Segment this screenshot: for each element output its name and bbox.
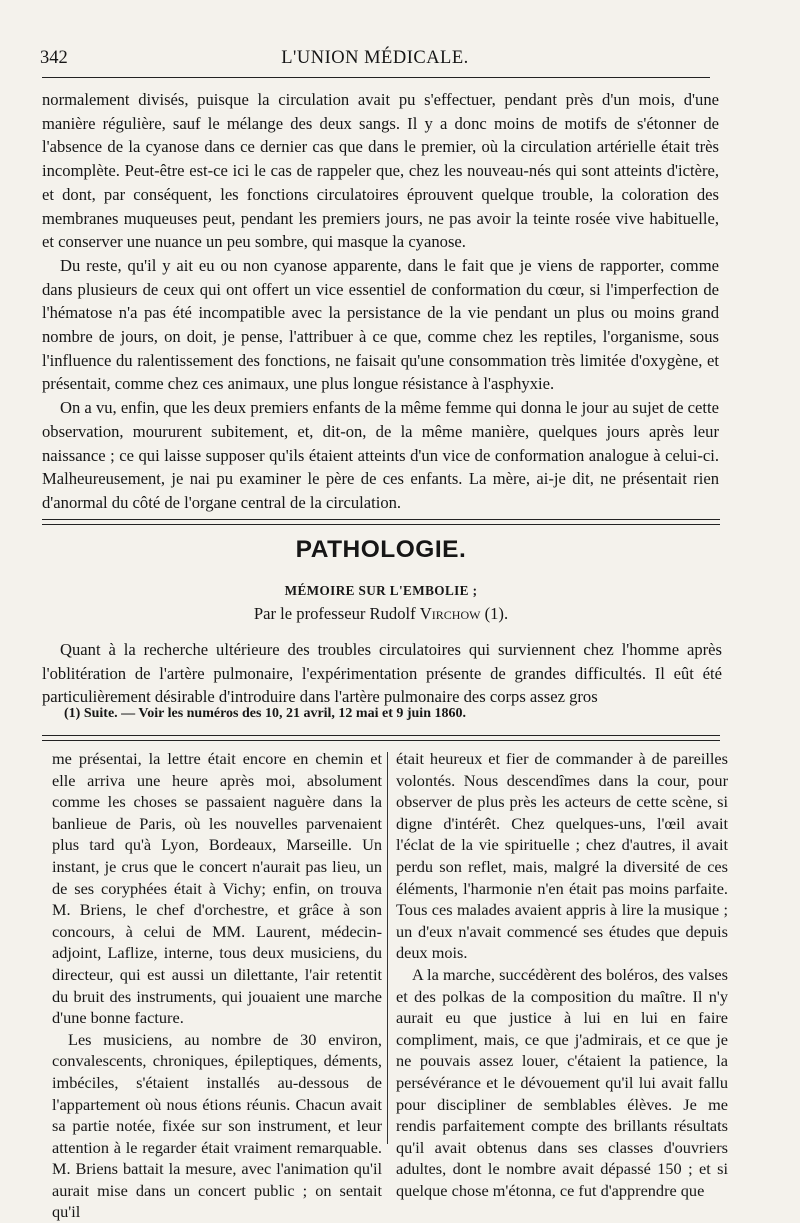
author-prefix: Par le professeur Rudolf <box>253 604 416 623</box>
feuilleton-right-column <box>396 748 728 1201</box>
paragraph: On a vu, enfin, que les deux premiers enfants de la même femme qui donna le jour au sujet de cette observation, moururent subitement, et, dit-on, de la même manière, quelques jours après leur naissance ; ce qui laisse supposer qu'ils étaient atteints d'un vice de conformation analogue à celui-ci. Malheureusement, je nai pu examiner le père de ces enfants. La mère, ai-je dit, ne présentait rien d'anormal du côté de l'organe central de la circulation. <box>42 398 719 512</box>
header-rule <box>42 77 710 78</box>
running-title: L'UNION MÉDICALE. <box>281 48 469 68</box>
page-header <box>40 44 710 74</box>
feuilleton-divider <box>42 735 720 741</box>
paragraph: normalement divisés, puisque la circulation avait pu s'effectuer, pendant près d'un mois, d'une manière régulière, sauf le mélange des deux sangs. Il y a donc moins de motifs de s'étonner de l'absence de la cyanose dans ce dernier cas que dans le premier, où la circulation artérielle était très incomplète. Peut-être est-ce ici le cas de rappeler que, chez les nouveau-nés qui sont atteints d'ictère, et dont, par conséquent, les fonctions circulatoires éprouvent quelque trouble, la coloration des membranes muqueuses peut, pendant les premiers jours, ne pas avoir la teinte rosée vive habituelle, et conserver une nuance un peu sombre, qui masque la cyanose. <box>42 90 719 252</box>
author-name: Virchow <box>419 604 481 623</box>
section-title: PATHOLOGIE. <box>295 536 467 563</box>
paragraph: Les musiciens, au nombre de 30 environ, convalescents, chroniques, épileptiques, déments, imbéciles, s'étaient installés au-dessous de l'appartement où nous étions réunis. Chacun avait sa partie notée, fixée sur son instrument, et leur attention à le regarder était vraiment remarquable. M. Briens battait la mesure, avec l'animation qu'il aurait mise dans un concert public ; on sentait qu'il <box>52 1029 382 1222</box>
paragraph: était heureux et fier de commander à de pareilles volontés. Nous descendîmes dans la cour, pour observer de plus près les acteurs de cette scène, si digne d'intérêt. Chez quelques-uns, l'œil avait l'éclat de la vie spirituelle ; chez d'autres, il avait perdu son reflet, mais, malgré la diversité de ces éléments, l'harmonie n'en était pas moins parfaite. Tous ces malades avaient appris à lire la musique ; un d'eux n'avait commencé ses études que depuis deux mois. <box>396 749 728 963</box>
footnote: (1) Suite. — Voir les numéros des 10, 21 avril, 12 mai et 9 juin 1860. <box>64 706 466 721</box>
footnote-ref: (1). <box>484 604 509 623</box>
paragraph: A la marche, succédèrent des boléros, des valses et des polkas de la composition du maître. Il n'y aurait eu que justice à lui en lui en faire compliment, mais, ce que j'admirais, et ce que je ne pouvais assez louer, c'étaient la patience, la persévérance et le dévouement qu'il lui avait fallu pour discipliner de semblables élèves. Je me rendis parfaitement compte des brillants résultats qu'il avait obtenus dans ses classes d'ouvriers adultes, dont le nombre avait dépassé 150 ; et si quelque chose m'étonna, ce fut d'apprendre que <box>396 964 728 1200</box>
paragraph: Quant à la recherche ultérieure des troubles circulatoires qui surviennent chez l'homme après l'oblitération de l'artère pulmonaire, l'expérimentation présente de grandes difficultés. Il eût été particulièrement désirable d'introduire dans l'artère pulmonaire des corps assez gros <box>42 640 722 707</box>
article-author <box>42 604 720 624</box>
paragraph: Du reste, qu'il y ait eu ou non cyanose apparente, dans le fait que je viens de rapporter, comme dans plusieurs de ceux qui ont offert un vice essentiel de conformation du cœur, si l'imperfection de l'hématose n'a pas été incompatible avec la persistance de la vie pendant un plus ou moins grand nombre de jours, on doit, je pense, l'attribuer à ce que, comme chez les reptiles, l'organisme, sous l'influence du ralentissement des fonctions, ne faisait qu'une consommation très limitée d'oxygène, et présentait, comme chez ces animaux, une plus longue résistance à l'asphyxie. <box>42 255 719 394</box>
continued-text-block <box>42 88 719 515</box>
paragraph: me présentai, la lettre était encore en chemin et elle arriva une heure après moi, absolument comme les choses se passaient naguère dans la banlieue de Paris, où les nouvelles parvenaient plus tard qu'à Lyon, Bordeaux, Marseille. Un instant, je crus que le concert n'aurait pas lieu, un de ses coryphées était à Vichy; enfin, on trouva M. Briens, le chef d'orchestre, et grâce à son concours, à celui de MM. Laurent, médecin-adjoint, Laflize, interne, tous deux musiciens, du directeur, qui est aussi un dilettante, l'air retentit du bruit des instruments, qui jouaient une marche d'une bonne facture. <box>52 749 382 1028</box>
feuilleton-left-column <box>52 748 382 1223</box>
article-title: MÉMOIRE SUR L'EMBOLIE ; <box>284 583 478 598</box>
page-number: 342 <box>40 48 68 68</box>
column-divider <box>387 752 388 1144</box>
article-text <box>42 638 722 709</box>
section-divider <box>42 519 720 525</box>
